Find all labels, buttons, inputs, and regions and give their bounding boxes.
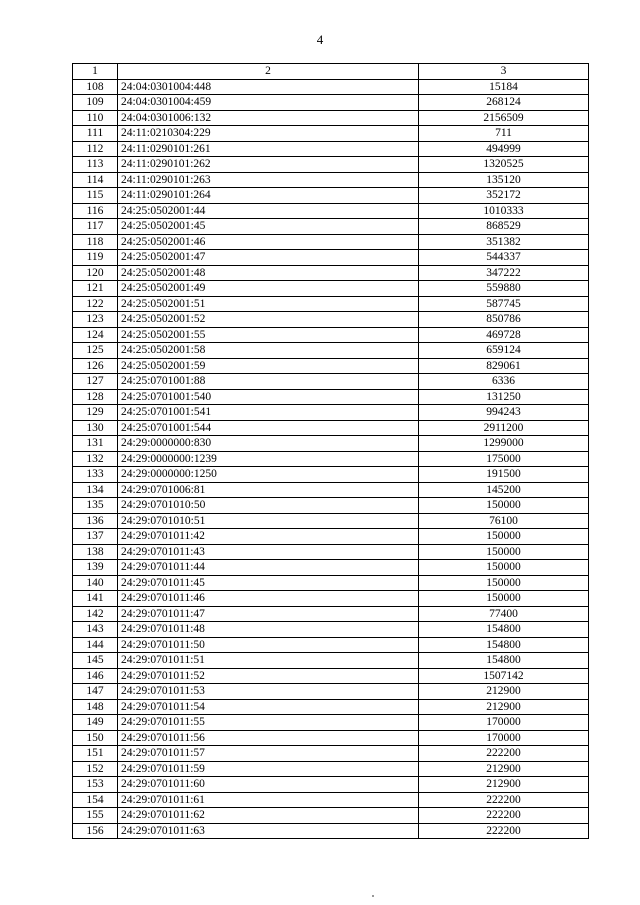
cadastral-number: 24:29:0701011:47 xyxy=(118,606,419,622)
row-number: 134 xyxy=(73,482,118,498)
row-value: 135120 xyxy=(419,172,589,188)
table-row xyxy=(73,529,589,545)
table-row xyxy=(73,715,589,731)
row-value: 559880 xyxy=(419,281,589,297)
row-number: 151 xyxy=(73,746,118,762)
column-header-value: 3 xyxy=(419,64,589,80)
row-number: 114 xyxy=(73,172,118,188)
row-number: 135 xyxy=(73,498,118,514)
table-row xyxy=(73,296,589,312)
row-number: 113 xyxy=(73,157,118,173)
row-number: 149 xyxy=(73,715,118,731)
table-row xyxy=(73,172,589,188)
table-row xyxy=(73,792,589,808)
cadastral-number: 24:25:0502001:48 xyxy=(118,265,419,281)
row-value: 347222 xyxy=(419,265,589,281)
table-row xyxy=(73,544,589,560)
row-number: 154 xyxy=(73,792,118,808)
row-value: 1299000 xyxy=(419,436,589,452)
cadastral-number: 24:29:0701011:42 xyxy=(118,529,419,545)
row-value: 222200 xyxy=(419,746,589,762)
cadastral-number: 24:25:0502001:47 xyxy=(118,250,419,266)
cadastral-number: 24:25:0502001:58 xyxy=(118,343,419,359)
row-number: 122 xyxy=(73,296,118,312)
table-row xyxy=(73,668,589,684)
row-number: 111 xyxy=(73,126,118,142)
table-row xyxy=(73,110,589,126)
cadastral-number: 24:25:0502001:46 xyxy=(118,234,419,250)
row-number: 140 xyxy=(73,575,118,591)
row-number: 117 xyxy=(73,219,118,235)
row-number: 144 xyxy=(73,637,118,653)
cadastral-number: 24:25:0502001:45 xyxy=(118,219,419,235)
row-number: 146 xyxy=(73,668,118,684)
column-header-number: 1 xyxy=(73,64,118,80)
table-row xyxy=(73,188,589,204)
cadastral-number: 24:11:0290101:264 xyxy=(118,188,419,204)
table-row xyxy=(73,436,589,452)
table-row xyxy=(73,405,589,421)
row-value: 994243 xyxy=(419,405,589,421)
row-value: 494999 xyxy=(419,141,589,157)
row-value: 850786 xyxy=(419,312,589,328)
row-value: 352172 xyxy=(419,188,589,204)
cadastral-number: 24:29:0000000:1250 xyxy=(118,467,419,483)
cadastral-number: 24:29:0701011:63 xyxy=(118,823,419,839)
row-number: 108 xyxy=(73,79,118,95)
cadastral-number: 24:29:0701011:57 xyxy=(118,746,419,762)
table-body xyxy=(73,79,589,839)
table-row xyxy=(73,281,589,297)
row-value: 131250 xyxy=(419,389,589,405)
row-value: 145200 xyxy=(419,482,589,498)
row-value: 351382 xyxy=(419,234,589,250)
cadastral-number: 24:25:0502001:49 xyxy=(118,281,419,297)
cadastral-number: 24:29:0701011:59 xyxy=(118,761,419,777)
row-number: 155 xyxy=(73,808,118,824)
table-row xyxy=(73,374,589,390)
row-value: 150000 xyxy=(419,498,589,514)
row-value: 711 xyxy=(419,126,589,142)
cadastral-number: 24:29:0701011:56 xyxy=(118,730,419,746)
row-value: 170000 xyxy=(419,730,589,746)
cadastral-number: 24:29:0000000:1239 xyxy=(118,451,419,467)
row-number: 133 xyxy=(73,467,118,483)
row-value: 154800 xyxy=(419,622,589,638)
row-value: 1507142 xyxy=(419,668,589,684)
cadastral-number: 24:25:0502001:44 xyxy=(118,203,419,219)
row-number: 110 xyxy=(73,110,118,126)
row-value: 2911200 xyxy=(419,420,589,436)
row-number: 118 xyxy=(73,234,118,250)
table-row xyxy=(73,761,589,777)
table-row xyxy=(73,777,589,793)
cadastral-number: 24:29:0701010:50 xyxy=(118,498,419,514)
cadastral-number: 24:29:0701011:43 xyxy=(118,544,419,560)
cadastral-number: 24:29:0701011:61 xyxy=(118,792,419,808)
cadastral-number: 24:29:0701011:54 xyxy=(118,699,419,715)
table-row xyxy=(73,219,589,235)
row-value: 150000 xyxy=(419,575,589,591)
cadastral-number: 24:11:0290101:263 xyxy=(118,172,419,188)
row-number: 126 xyxy=(73,358,118,374)
table-row xyxy=(73,808,589,824)
cadastral-number: 24:11:0210304:229 xyxy=(118,126,419,142)
row-number: 141 xyxy=(73,591,118,607)
cadastral-number: 24:25:0502001:55 xyxy=(118,327,419,343)
cadastral-number: 24:29:0701011:48 xyxy=(118,622,419,638)
row-number: 115 xyxy=(73,188,118,204)
table-row xyxy=(73,343,589,359)
row-number: 120 xyxy=(73,265,118,281)
row-value: 659124 xyxy=(419,343,589,359)
row-value: 469728 xyxy=(419,327,589,343)
table-row xyxy=(73,746,589,762)
cadastral-number: 24:25:0701001:88 xyxy=(118,374,419,390)
cadastral-number: 24:25:0502001:52 xyxy=(118,312,419,328)
row-value: 150000 xyxy=(419,529,589,545)
table-row xyxy=(73,560,589,576)
table-row xyxy=(73,312,589,328)
table-row xyxy=(73,591,589,607)
row-number: 124 xyxy=(73,327,118,343)
row-number: 142 xyxy=(73,606,118,622)
cadastral-number: 24:29:0701011:45 xyxy=(118,575,419,591)
row-number: 129 xyxy=(73,405,118,421)
cadastral-number: 24:25:0502001:51 xyxy=(118,296,419,312)
row-number: 131 xyxy=(73,436,118,452)
row-value: 77400 xyxy=(419,606,589,622)
row-number: 125 xyxy=(73,343,118,359)
row-value: 212900 xyxy=(419,684,589,700)
row-value: 222200 xyxy=(419,792,589,808)
column-header-cadastral: 2 xyxy=(118,64,419,80)
page-number: 4 xyxy=(316,32,324,47)
row-value: 222200 xyxy=(419,808,589,824)
row-number: 137 xyxy=(73,529,118,545)
row-value: 15184 xyxy=(419,79,589,95)
table-row xyxy=(73,653,589,669)
table-row xyxy=(73,699,589,715)
row-number: 127 xyxy=(73,374,118,390)
row-value: 76100 xyxy=(419,513,589,529)
cadastral-number: 24:29:0701011:51 xyxy=(118,653,419,669)
table-row xyxy=(73,606,589,622)
table-row xyxy=(73,79,589,95)
row-number: 109 xyxy=(73,95,118,111)
row-number: 116 xyxy=(73,203,118,219)
row-value: 150000 xyxy=(419,560,589,576)
cadastral-number: 24:25:0502001:59 xyxy=(118,358,419,374)
cadastral-number: 24:29:0000000:830 xyxy=(118,436,419,452)
row-value: 868529 xyxy=(419,219,589,235)
row-value: 175000 xyxy=(419,451,589,467)
row-number: 152 xyxy=(73,761,118,777)
row-number: 123 xyxy=(73,312,118,328)
row-number: 143 xyxy=(73,622,118,638)
table-row xyxy=(73,451,589,467)
table-row xyxy=(73,637,589,653)
row-value: 154800 xyxy=(419,653,589,669)
row-number: 156 xyxy=(73,823,118,839)
cadastral-number: 24:29:0701010:51 xyxy=(118,513,419,529)
row-value: 170000 xyxy=(419,715,589,731)
row-value: 222200 xyxy=(419,823,589,839)
cadastral-number: 24:11:0290101:261 xyxy=(118,141,419,157)
row-number: 150 xyxy=(73,730,118,746)
table-row xyxy=(73,513,589,529)
cadastral-number: 24:29:0701011:55 xyxy=(118,715,419,731)
table-row xyxy=(73,203,589,219)
row-number: 130 xyxy=(73,420,118,436)
table-row xyxy=(73,157,589,173)
row-number: 147 xyxy=(73,684,118,700)
table-row xyxy=(73,684,589,700)
cadastral-number: 24:25:0701001:540 xyxy=(118,389,419,405)
row-number: 148 xyxy=(73,699,118,715)
row-value: 154800 xyxy=(419,637,589,653)
row-number: 138 xyxy=(73,544,118,560)
table-header-row xyxy=(73,64,589,80)
table-row xyxy=(73,126,589,142)
table-row xyxy=(73,250,589,266)
row-number: 121 xyxy=(73,281,118,297)
row-number: 132 xyxy=(73,451,118,467)
row-number: 136 xyxy=(73,513,118,529)
cadastral-number: 24:29:0701011:53 xyxy=(118,684,419,700)
table-row xyxy=(73,420,589,436)
table-row xyxy=(73,467,589,483)
row-value: 212900 xyxy=(419,699,589,715)
cadastral-number: 24:29:0701011:52 xyxy=(118,668,419,684)
cadastral-number: 24:25:0701001:541 xyxy=(118,405,419,421)
table-row xyxy=(73,95,589,111)
row-value: 150000 xyxy=(419,591,589,607)
table-row xyxy=(73,358,589,374)
row-number: 145 xyxy=(73,653,118,669)
cadastral-number: 24:25:0701001:544 xyxy=(118,420,419,436)
scan-speck xyxy=(372,895,374,897)
table-row xyxy=(73,498,589,514)
cadastral-number: 24:04:0301004:459 xyxy=(118,95,419,111)
table-row xyxy=(73,265,589,281)
row-value: 2156509 xyxy=(419,110,589,126)
cadastral-number: 24:29:0701011:44 xyxy=(118,560,419,576)
row-value: 191500 xyxy=(419,467,589,483)
row-value: 268124 xyxy=(419,95,589,111)
row-value: 1320525 xyxy=(419,157,589,173)
cadastral-number: 24:29:0701011:46 xyxy=(118,591,419,607)
row-number: 112 xyxy=(73,141,118,157)
cadastral-number: 24:04:0301004:448 xyxy=(118,79,419,95)
row-number: 128 xyxy=(73,389,118,405)
table-row xyxy=(73,823,589,839)
row-value: 150000 xyxy=(419,544,589,560)
table-row xyxy=(73,622,589,638)
row-value: 587745 xyxy=(419,296,589,312)
table-row xyxy=(73,389,589,405)
cadastral-number: 24:29:0701011:50 xyxy=(118,637,419,653)
row-value: 6336 xyxy=(419,374,589,390)
table-row xyxy=(73,141,589,157)
row-value: 212900 xyxy=(419,761,589,777)
row-number: 119 xyxy=(73,250,118,266)
table-row xyxy=(73,327,589,343)
cadastral-table xyxy=(72,63,589,839)
cadastral-number: 24:29:0701006:81 xyxy=(118,482,419,498)
row-number: 139 xyxy=(73,560,118,576)
table-row xyxy=(73,234,589,250)
table-row xyxy=(73,482,589,498)
cadastral-number: 24:29:0701011:62 xyxy=(118,808,419,824)
cadastral-number: 24:29:0701011:60 xyxy=(118,777,419,793)
row-number: 153 xyxy=(73,777,118,793)
row-value: 212900 xyxy=(419,777,589,793)
row-value: 829061 xyxy=(419,358,589,374)
row-value: 544337 xyxy=(419,250,589,266)
row-value: 1010333 xyxy=(419,203,589,219)
table-row xyxy=(73,730,589,746)
table-row xyxy=(73,575,589,591)
cadastral-number: 24:11:0290101:262 xyxy=(118,157,419,173)
cadastral-number: 24:04:0301006:132 xyxy=(118,110,419,126)
